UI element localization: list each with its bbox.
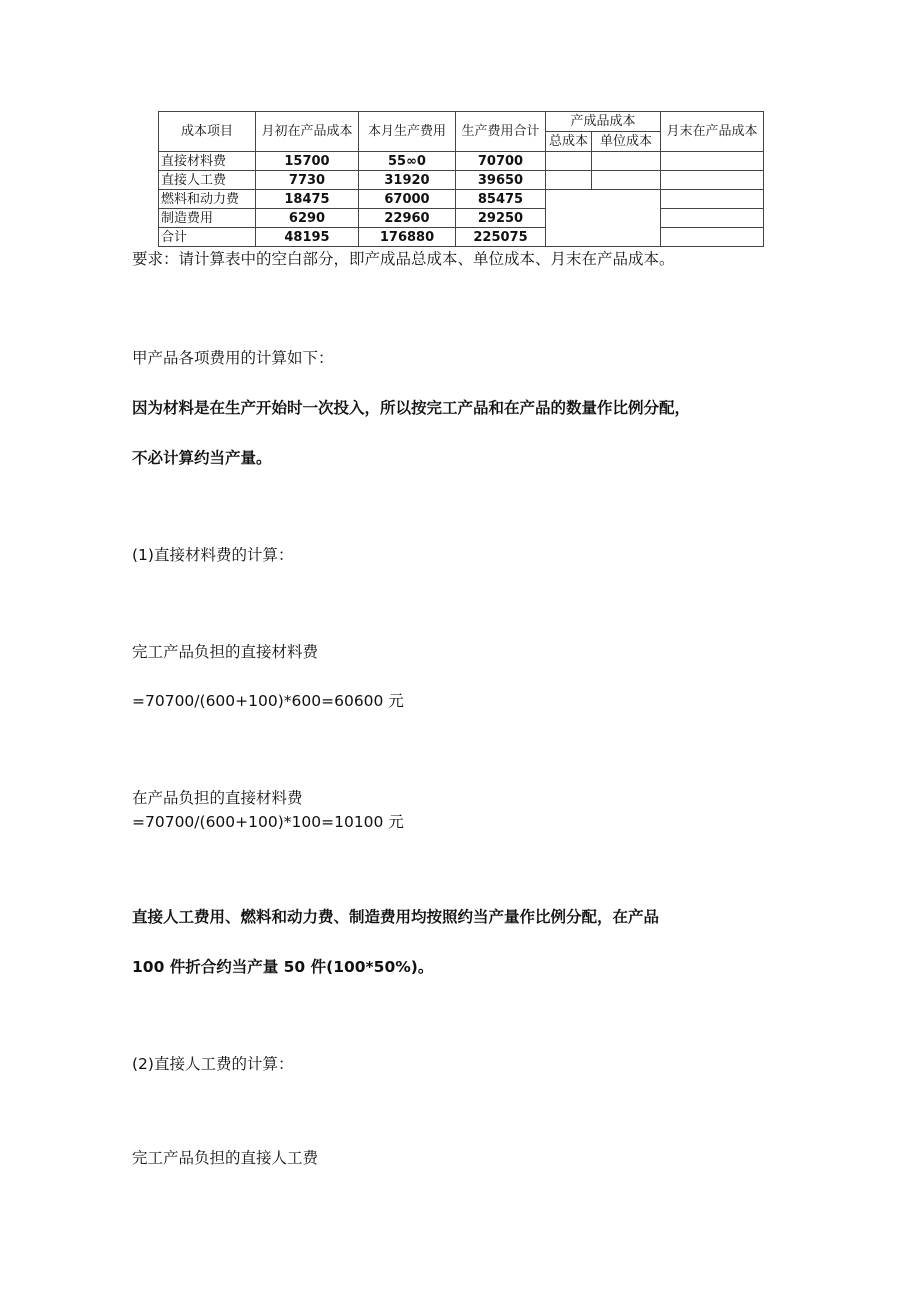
header-total-cost: 生产费用合计	[456, 112, 546, 152]
row-finished-total-blank	[546, 152, 592, 171]
row-current: 55∞0	[359, 152, 456, 171]
row-current: 22960	[359, 209, 456, 228]
row-current: 31920	[359, 171, 456, 190]
row-item: 燃料和动力费	[159, 190, 256, 209]
row-total: 70700	[456, 152, 546, 171]
row-ending-wip-blank	[661, 152, 764, 171]
finished-material-formula: =70700/(600+100)*600=60600 元	[132, 692, 404, 710]
wip-material-label: 在产品负担的直接材料费	[132, 789, 303, 807]
finished-cost-blank-area	[546, 190, 661, 247]
intro-text: 甲产品各项费用的计算如下：	[132, 349, 334, 367]
step1-title: (1)直接材料费的计算：	[132, 546, 294, 564]
finished-material-label: 完工产品负担的直接材料费	[132, 643, 319, 661]
row-beginning: 6290	[256, 209, 359, 228]
header-current-month: 本月生产费用	[359, 112, 456, 152]
table-row	[159, 209, 764, 228]
step2-title: (2)直接人工费的计算：	[132, 1055, 294, 1073]
row-item: 合计	[159, 228, 256, 247]
row-total: 85475	[456, 190, 546, 209]
row-ending-wip-blank	[661, 209, 764, 228]
row-total: 225075	[456, 228, 546, 247]
table-row	[159, 171, 764, 190]
requirement-text: 要求：请计算表中的空白部分，即产成品总成本、单位成本、月末在产品成本。	[132, 250, 675, 268]
header-item: 成本项目	[159, 112, 256, 152]
row-beginning: 7730	[256, 171, 359, 190]
row-beginning: 18475	[256, 190, 359, 209]
row-finished-unit-blank	[592, 171, 661, 190]
header-ending-wip: 月末在产品成本	[661, 112, 764, 152]
material-note-line2: 不必计算约当产量。	[132, 449, 272, 467]
table-row	[159, 152, 764, 171]
cost-table	[158, 111, 764, 247]
row-total: 29250	[456, 209, 546, 228]
row-item: 直接材料费	[159, 152, 256, 171]
header-finished-total: 总成本	[546, 132, 592, 152]
header-finished-group: 产成品成本	[546, 112, 661, 132]
table-row	[159, 190, 764, 209]
row-beginning: 15700	[256, 152, 359, 171]
row-current: 67000	[359, 190, 456, 209]
row-current: 176880	[359, 228, 456, 247]
row-item: 直接人工费	[159, 171, 256, 190]
row-item: 制造费用	[159, 209, 256, 228]
header-beginning-wip: 月初在产品成本	[256, 112, 359, 152]
header-finished-unit: 单位成本	[592, 132, 661, 152]
row-finished-total-blank	[546, 171, 592, 190]
row-total: 39650	[456, 171, 546, 190]
row-beginning: 48195	[256, 228, 359, 247]
conversion-note-line2: 100 件折合约当产量 50 件(100*50%)。	[132, 958, 434, 976]
row-ending-wip-blank	[661, 228, 764, 247]
row-ending-wip-blank	[661, 171, 764, 190]
conversion-note-line1: 直接人工费用、燃料和动力费、制造费用均按照约当产量作比例分配，在产品	[132, 908, 660, 926]
row-ending-wip-blank	[661, 190, 764, 209]
finished-labor-label: 完工产品负担的直接人工费	[132, 1149, 319, 1167]
wip-material-formula: =70700/(600+100)*100=10100 元	[132, 813, 404, 831]
table-row	[159, 228, 764, 247]
row-finished-unit-blank	[592, 152, 661, 171]
material-note-line1: 因为材料是在生产开始时一次投入，所以按完工产品和在产品的数量作比例分配，	[132, 399, 691, 417]
table-header-row	[159, 112, 764, 132]
